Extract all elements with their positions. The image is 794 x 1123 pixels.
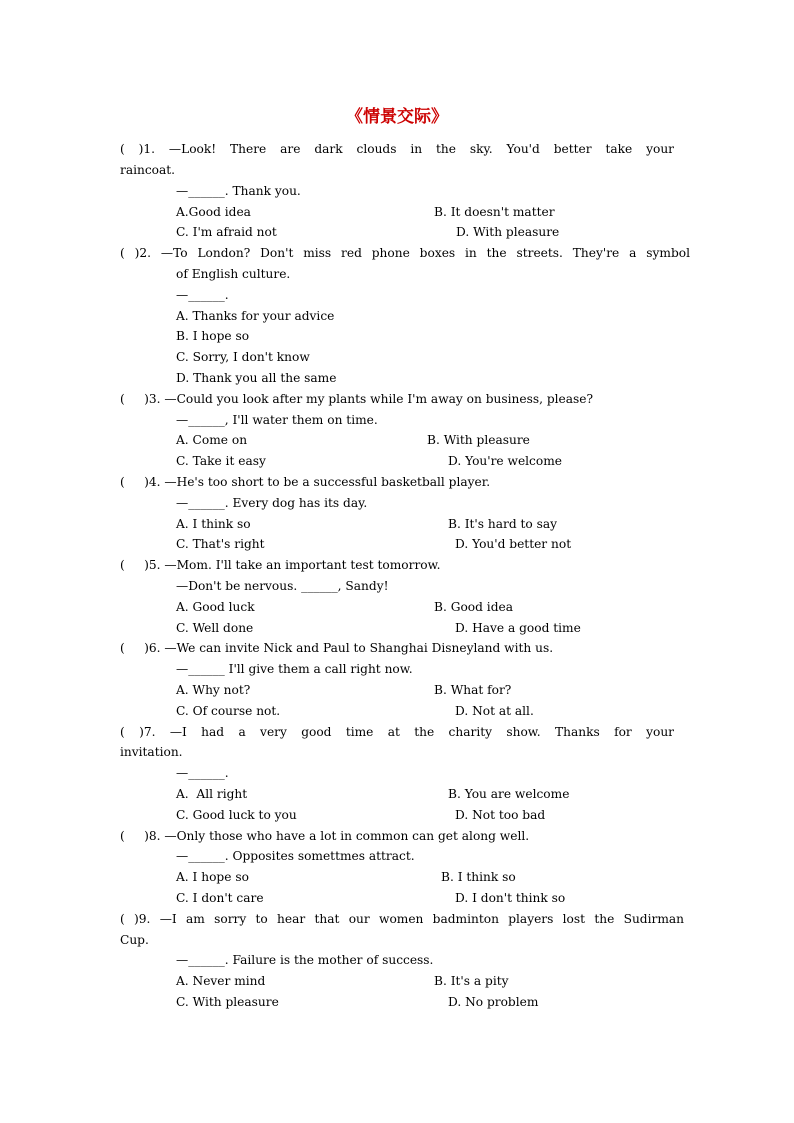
question-4-option-b: B. It's hard to say bbox=[448, 517, 558, 531]
question-4-stem: ( )4. —He's too short to be a successful basketball player. bbox=[120, 475, 491, 489]
question-2-stem-cont: of English culture. bbox=[176, 267, 291, 281]
question-9-option-c: C. With pleasure bbox=[176, 995, 279, 1009]
question-1-response: —______. Thank you. bbox=[176, 184, 301, 198]
question-9-option-a: A. Never mind bbox=[176, 974, 266, 988]
question-3-stem: ( )3. —Could you look after my plants while I'm away on business, please? bbox=[120, 392, 594, 406]
question-6-option-d: D. Not at all. bbox=[455, 704, 534, 718]
question-2-stem: ( )2. —To London? Don't miss red phone boxes in the streets. They're a symbol bbox=[120, 246, 690, 260]
question-8-stem: ( )8. —Only those who have a lot in common can get along well. bbox=[120, 829, 530, 843]
question-6-option-a: A. Why not? bbox=[176, 683, 251, 697]
question-6-response: —______ I'll give them a call right now. bbox=[176, 662, 413, 676]
question-3-option-a: A. Come on bbox=[176, 433, 248, 447]
question-9-option-b: B. It's a pity bbox=[434, 974, 509, 988]
question-1-option-a: A.Good idea bbox=[176, 205, 251, 219]
question-9-stem: ( )9. —I am sorry to hear that our women badminton players lost the Sudirman bbox=[120, 912, 684, 926]
question-5-stem: ( )5. —Mom. I'll take an important test tomorrow. bbox=[120, 558, 441, 572]
question-3-option-b: B. With pleasure bbox=[427, 433, 530, 447]
question-3-option-c: C. Take it easy bbox=[176, 454, 266, 468]
question-7-option-a: A. All right bbox=[176, 787, 248, 801]
question-7-option-b: B. You are welcome bbox=[448, 787, 570, 801]
question-6-option-c: C. Of course not. bbox=[176, 704, 281, 718]
question-8-option-a: A. I hope so bbox=[176, 870, 249, 884]
question-2-option-a: A. Thanks for your advice bbox=[176, 309, 335, 323]
question-6-stem: ( )6. —We can invite Nick and Paul to Shanghai Disneyland with us. bbox=[120, 641, 554, 655]
question-9-response: —______. Failure is the mother of success. bbox=[176, 953, 434, 967]
question-7-stem-cont: invitation. bbox=[120, 745, 183, 759]
question-5-response: —Don't be nervous. ______, Sandy! bbox=[176, 579, 389, 593]
question-8-option-b: B. I think so bbox=[441, 870, 516, 884]
question-8-option-d: D. I don't think so bbox=[455, 891, 566, 905]
question-4-response: —______. Every dog has its day. bbox=[176, 496, 368, 510]
question-1-stem: ( )1. —Look! There are dark clouds in the sky. You'd better take your bbox=[120, 142, 674, 156]
question-2-response: —______. bbox=[176, 288, 229, 302]
question-7-response: —______. bbox=[176, 766, 229, 780]
question-5-option-d: D. Have a good time bbox=[455, 621, 581, 635]
question-9-option-d: D. No problem bbox=[448, 995, 539, 1009]
question-5-option-c: C. Well done bbox=[176, 621, 254, 635]
question-2-option-c: C. Sorry, I don't know bbox=[176, 350, 310, 364]
question-4-option-d: D. You'd better not bbox=[455, 537, 572, 551]
question-8-option-c: C. I don't care bbox=[176, 891, 264, 905]
question-3-response: —______, I'll water them on time. bbox=[176, 413, 378, 427]
question-4-option-a: A. I think so bbox=[176, 517, 251, 531]
question-1-option-b: B. It doesn't matter bbox=[434, 205, 555, 219]
question-3-option-d: D. You're welcome bbox=[448, 454, 562, 468]
question-2-option-d: D. Thank you all the same bbox=[176, 371, 337, 385]
question-2-option-b: B. I hope so bbox=[176, 329, 250, 343]
question-8-response: —______. Opposites somettmes attract. bbox=[176, 849, 415, 863]
question-4-option-c: C. That's right bbox=[176, 537, 265, 551]
question-1-option-c: C. I'm afraid not bbox=[176, 225, 277, 239]
question-5-option-a: A. Good luck bbox=[176, 600, 255, 614]
question-7-option-d: D. Not too bad bbox=[455, 808, 546, 822]
question-1-option-d: D. With pleasure bbox=[456, 225, 560, 239]
question-7-option-c: C. Good luck to you bbox=[176, 808, 297, 822]
question-7-stem: ( )7. —I had a very good time at the charity show. Thanks for your bbox=[120, 725, 674, 739]
question-6-option-b: B. What for? bbox=[434, 683, 512, 697]
page-title: 《情景交际》 bbox=[346, 107, 448, 127]
question-1-stem-cont: raincoat. bbox=[120, 163, 176, 177]
question-9-stem-cont: Cup. bbox=[120, 933, 149, 947]
question-5-option-b: B. Good idea bbox=[434, 600, 513, 614]
